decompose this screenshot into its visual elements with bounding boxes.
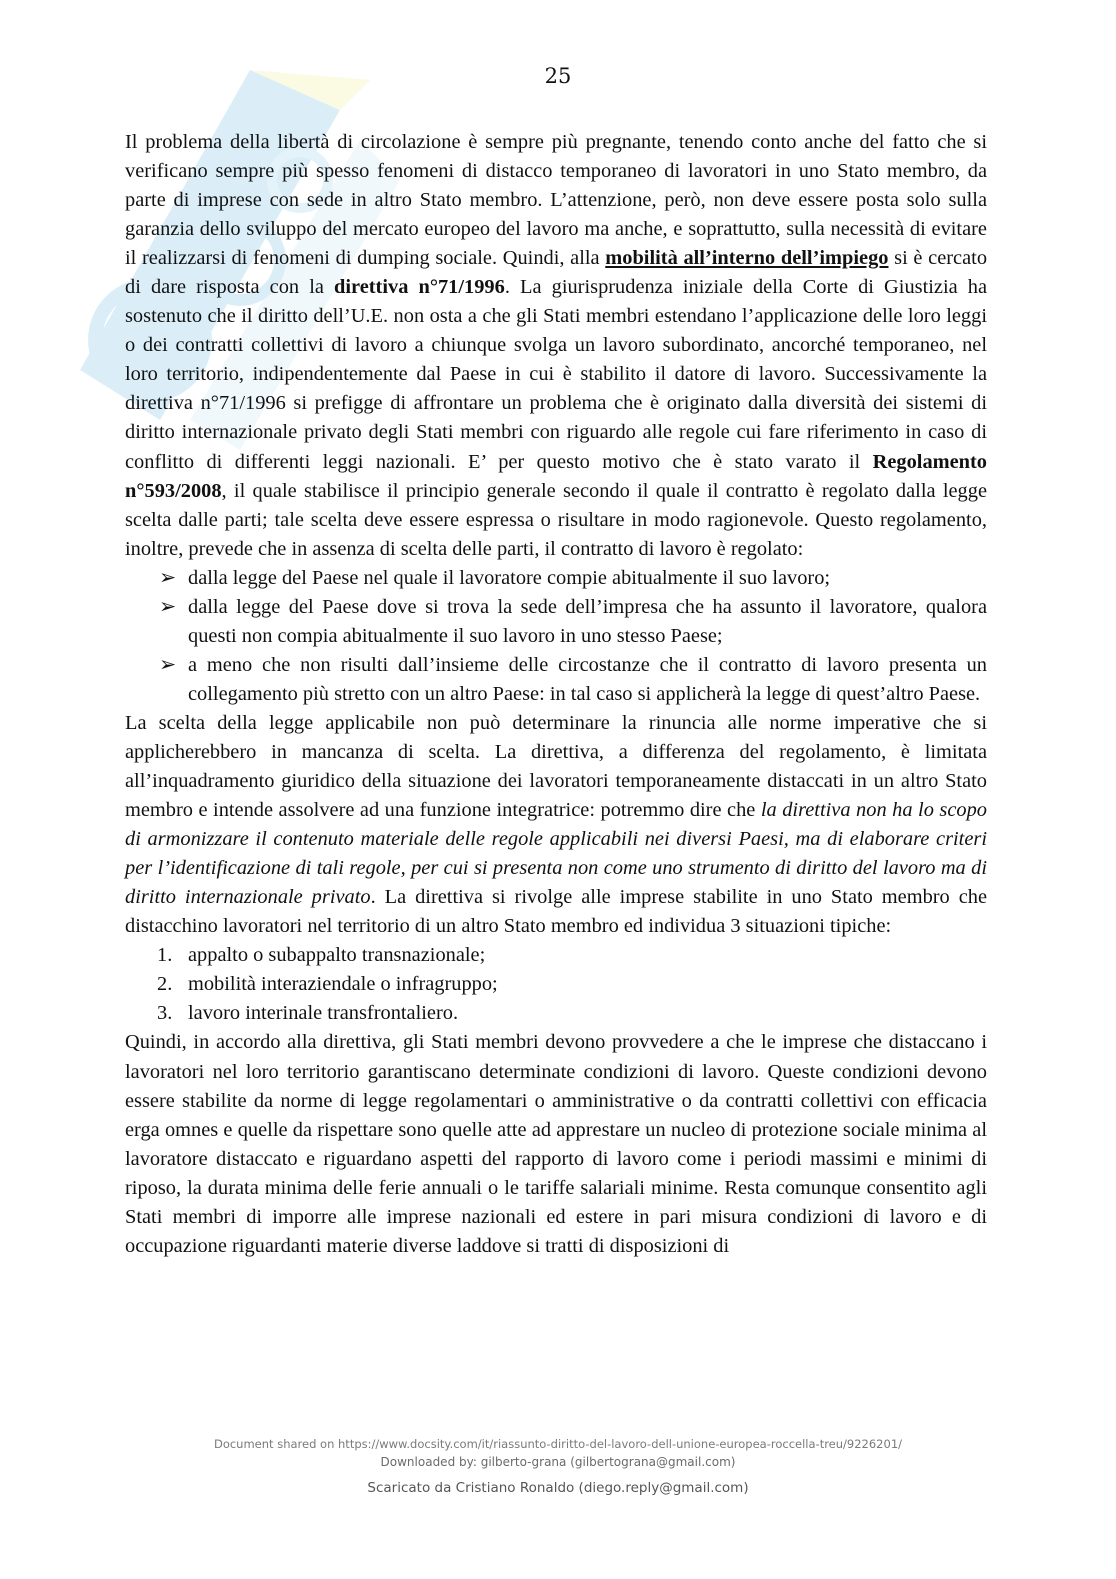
list-item: 2. mobilità interaziendale o infragruppo; xyxy=(157,973,498,996)
list-item: ➢ dalla legge del Paese dove si trova la sede dell’impresa che ha assunto il lavoratore, qualora questi non compia abitualmente il suo lavoro in uno stesso Paese; xyxy=(125,593,987,651)
paragraph: La scelta della legge applicabile non può determinare la rinuncia alle norme imperative che si applicherebbero in mancanza di scelta. La direttiva, a differenza del regolamento, è limitata all’inquadramento giuridico della situazione dei lavoratori temporaneamente distaccati in un altro Stato membro e intende assolvere ad una funzione integratrice: potremmo dire che la direttiva non ha lo scopo di armonizzare il contenuto materiale delle regole applicabili nei diversi Paesi, ma di elaborare criteri per l’identificazione di tali regole, per cui si presenta non come uno strumento di diritto del lavoro ma di diritto internazionale privato. La direttiva si rivolge alle imprese stabilite in uno Stato membro che distacchino lavoratori nel territorio di un altro Stato membro ed individua 3 situazioni tipiche: xyxy=(125,711,987,938)
bullet-list xyxy=(125,564,987,709)
footer-shared-link[interactable]: Document shared on https://www.docsity.com/it/riassunto-diritto-del-lavoro-dell-unione-europea-roccella-treu/9226201/ xyxy=(213,1437,903,1451)
key-term-directive: direttiva n°71/1996 xyxy=(334,276,505,299)
page-number: 25 xyxy=(544,64,572,88)
footer-downloaded-by: Downloaded by: gilberto-grana (gilbertograna@gmail.com) xyxy=(380,1455,736,1469)
list-item: 3. lavoro interinale transfrontaliero. xyxy=(157,1002,459,1025)
document-body xyxy=(125,128,987,1261)
italic-quote: la direttiva non ha lo scopo di armonizzare il contenuto materiale delle regole applicabili nei diversi Paesi, ma di elaborare criteri per l’identificazione di tali regole, per cui si presenta non come uno strumento di diritto del lavoro ma di diritto internazionale privato xyxy=(125,799,987,909)
list-item: ➢ a meno che non risulti dall’insieme delle circostanze che il contratto di lavoro presenta un collegamento più stretto con un altro Paese: in tal caso si applicherà la legge di quest’altro Paese. xyxy=(125,651,987,709)
footer-scaricato-da: Scaricato da Cristiano Ronaldo (diego.reply@gmail.com) xyxy=(367,1480,749,1496)
arrow-bullet-icon: ➢ xyxy=(159,595,177,618)
arrow-bullet-icon: ➢ xyxy=(159,653,177,676)
paragraph: Quindi, in accordo alla direttiva, gli Stati membri devono provvedere a che le imprese che distaccano i lavoratori nel loro territorio garantiscano determinate condizioni di lavoro. Queste condizioni devono essere stabilite da norme di legge regolamentari o amministrative o da contratti collettivi con efficacia erga omnes e quelle da rispettare sono quelle atte ad apprestare un nucleo di protezione sociale minima al lavoratore distaccato e riguardano aspetti del rapporto di lavoro come i periodi massimi e minimi di riposo, la durata minima delle ferie annuali o le tariffe salariali minime. Resta comunque consentito agli Stati membri di imporre alle imprese nazionali ed estere in pari misura condizioni di lavoro e di occupazione riguardanti materie diverse laddove si tratti di disposizioni di xyxy=(125,1031,987,1257)
key-term-regulation: Regolamento n°593/2008 xyxy=(125,450,987,502)
key-term-mobility: mobilità all’interno dell’impiego xyxy=(605,247,889,270)
paragraph: Il problema della libertà di circolazione è sempre più pregnante, tenendo conto anche del fatto che si verificano sempre più spesso fenomeni di distacco temporaneo di lavoratori in uno Stato membro, da parte di imprese con sede in altro Stato membro. L’attenzione, però, non deve essere posta solo sulla garanzia dello sviluppo del mercato europeo del lavoro ma anche, e soprattutto, sulla necessità di evitare il realizzarsi di fenomeni di dumping sociale. Quindi, alla mobilità all’interno dell’impiego si è cercato di dare risposta con la direttiva n°71/1996. La giurisprudenza iniziale della Corte di Giustizia ha sostenuto che il diritto dell’U.E. non osta a che gli Stati membri estendano l’applicazione delle loro leggi o dei contratti collettivi di lavoro a chiunque svolga un lavoro subordinato, ancorché temporaneo, nel loro territorio, indipendentemente dal Paese in cui è stabilito il datore di lavoro. Successivamente la direttiva n°71/1996 si prefigge di affrontare un problema che è originato dalla diversità dei sistemi di diritto internazionale privato degli Stati membri con riguardo alle regole cui fare riferimento in caso di conflitto di differenti leggi nazionali. E’ per questo motivo che è stato varato il Regolamento n°593/2008, il quale stabilisce il principio generale secondo il quale il contratto è regolato dalla legge scelta dalle parti; tale scelta deve essere espressa o risultare in modo ragionevole. Questo regolamento, inoltre, prevede che in assenza di scelta delle parti, il contratto di lavoro è regolato: xyxy=(125,131,988,560)
list-item: 1. appalto o subappalto transnazionale; xyxy=(157,944,486,967)
arrow-bullet-icon: ➢ xyxy=(159,566,177,589)
list-item: ➢ dalla legge del Paese nel quale il lavoratore compie abitualmente il suo lavoro; xyxy=(125,564,987,593)
numbered-list xyxy=(125,941,987,1028)
